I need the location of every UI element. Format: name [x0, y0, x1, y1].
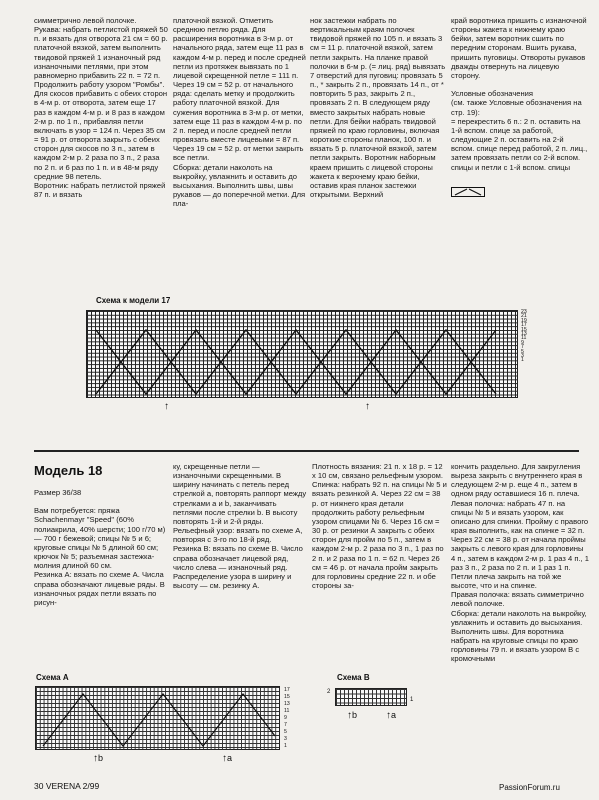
- column-2-top-text: платочной вязкой. Отметить среднюю петлю ряда. Для расширения воротника в 3-м р. от начального ряда, затем еще 11 раз в каждом 4-м р. перед и после средней петли из протяжек вывязать по 1 лицевой скрещенной петле = 111 п. Через 19 см = 52 р. от начального ряда: сделать метку и продолжить работу платочной вязкой. Для сужения воротника в 3-м р. от метки, затем еще 11 раз в каждом 4-м р. по 2 п. перед и после средней петли провязать вместе лицевыми = 87 п. Через 19 см = 52 р. от метки закрыть все петли. Сборка: детали наколоть на выкройку, увлажнить и оставить до высыхания. Выполнить швы, швы рукавов — до поперечной метки. Для пла-: [173, 16, 306, 209]
- chart-a-arrow-b-icon: ↑b: [93, 753, 104, 764]
- model-18-title: Модель 18: [34, 463, 103, 478]
- chart-a-arrow-a-icon: ↑a: [222, 753, 233, 764]
- chart-b-left-number: 2: [327, 689, 331, 695]
- chart-17-label: Схема к модели 17: [96, 296, 171, 305]
- chart-b-arrow-a-icon: ↑a: [386, 710, 397, 721]
- section-divider: [34, 450, 579, 452]
- column-4-top-text: край воротника пришить с изнаночной стороны жакета к нижнему краю бейки, затем воротник сшить по передним сторонам. Вшить рукава, пришить пуговицы. Отвороты рукавов дважды отвернуть на лицевую сторону. Условные обозначения (см. также Условные обозначения на стр. 19): = перекрестить 6 п.: 2 п. оставить на 1-й вспом. спице за работой, следующие 2 п. оставить на 2-й вспом. спице перед работой, 2 п. лиц., затем провязать петли со 2-й вспом. спицы и петли с 1-й вспом. спицы: [451, 16, 588, 172]
- column-1-top-text: симметрично левой полочке. Рукава: набрать петлистой пряжей 50 п. и вязать для отворота 21 см = 60 р. платочной вязкой, затем выполнить твидовой пряжей 1 изнаночный ряд изнаночными петлями, при этом равномерно прибавить 22 п. = 72 п. Продолжить работу узором "Ромбы". Для скосов прибавить с обеих сторон в 4-м р. от отворота, затем еще 17 раз в каждом 4-м р. и 8 раз в каждом 2-м р. по 1 п., прибавляя петли включать в узор = 124 п. Через 35 см = 91 р. от отворота закрыть с обеих сторон для скосов по 3 п., затем в каждом 2-м р. 2 раза по 3 п., 2 раза по 2 п. и 6 раз по 1 п. и в 48-м ряду средние 98 петель. Воротник: набрать петлистой пряжей 87 п. и вязать: [34, 16, 168, 199]
- watermark-text: PassionForum.ru: [499, 783, 560, 792]
- page-footer-issue: 30 VERENA 2/99: [34, 781, 100, 791]
- column-3-top-text: нок застежки набрать по вертикальным краям полочек твидовой пряжей по 105 п. и вязать 3 см = 11 р. платочной вязкой, затем петли закрыть. На планке правой полочки в 6-м р. (= лиц. ряд) вывязать 7 отверстий для пуговиц: провязать 5 п., * закрыть 2 п., провязать 14 п., от * повторить 5 раз, закрыть 2 п., провязать 2 п. В следующем ряду вместо закрытых набрать новые петли. Для бейки набрать твидовой пряжей по краю горловины, включая короткие стороны планок, 100 п. и вязать 5 р. платочной вязкой, затем петли закрыть. Воротник наборным краем пришить с лицевой стороны жакета к верхнему краю бейки, оставив края планок застежки открытыми. Верхний: [310, 16, 448, 199]
- chart-17-symbols: [86, 310, 518, 398]
- legend-crossing-symbol-icon: [451, 187, 485, 197]
- chart-17-row-numbers: 23 21 19 17 15 13 11 9 7 5 3 1: [521, 309, 527, 364]
- chart-a-symbols: [35, 686, 280, 750]
- chart-17-arrow-left-icon: ↑: [164, 401, 169, 412]
- column-2-bottom-text: ку, скрещенные петли — изнаночными скрещенными. В ширину начинать с петель перед стрелкой а, повторять раппорт между стрелками а и b, заканчивать петлями после стрелки b. В высоту повторять 1-й и 2-й ряды. Рельефный узор: вязать по схеме А, повторяя с 3-го по 18-й ряд. Резинка В: вязать по схеме В. Число справа обозначает лицевой ряд, число слева — изнаночный ряд. Распределение узора в ширину и высоту — см. резинку А.: [173, 462, 307, 591]
- chart-b-grid: [335, 688, 407, 706]
- column-3-bottom-text: Плотность вязания: 21 п. х 18 р. = 12 х 10 см, связано рельефным узором. Спинка: набрать 92 п. на спицы № 5 и вязать резинкой А. Через 22 см = 38 р. от нижнего края детали продолжить работу рельефным узором спицами № 6. Через 16 см = 30 р. от резинки А закрыть с обеих сторон для пройм по 5 п., затем в каждом 2-м р. 2 раза по 3 п., 1 раз по 2 п. и 2 раза по 1 п. = 62 п. Через 26 см = 46 р. от начала пройм закрыть для горловины средние 22 п. и обе стороны за-: [312, 462, 447, 591]
- column-4-bottom-text: кончить раздельно. Для закругления выреза закрыть с внутреннего края в следующем 2-м р. еще 4 п., затем в одном ряду оставшиеся 16 п. плеча. Левая полочка: набрать 47 п. на спицы № 5 и вязать узором, как описано для спинки. Пройму с правого края выполнить, как на спинке = 32 п. Через 22 см = 38 р. от начала проймы закрыть с левого края для горловины 4 п., затем в каждом 2-м р. 1 раз 4 п., 1 раз 3 п., 2 раза по 2 п. и 1 раз 1 п. Петли плеча закрыть на той же высоте, что и на спинке. Правая полочка: вязать симметрично левой полочке. Сборка: детали наколоть на выкройку, увлажнить и оставить до высыхания. Выполнить швы. Для воротника набрать на круговые спицы по краю горловины 79 п. и вязать узором В с кромочными: [451, 462, 589, 664]
- chart-a-row-numbers: 17 15 13 11 9 7 5 3 1: [284, 687, 290, 749]
- chart-17-arrow-right-icon: ↑: [365, 401, 370, 412]
- chart-b-arrow-b-icon: ↑b: [347, 710, 358, 721]
- column-1-bottom-text: Размер 36/38 Вам потребуется: пряжа Schachenmayr "Speed" (60% полиакрила, 40% шерсти; 100 г/70 м) — 700 г бежевой; спицы № 5 и 6; круговые спицы № 5 длиной 60 см; крючок № 5; разъемная застежка-молния длиной 60 см. Резинка А: вязать по схеме А. Числа справа обозначают лицевые ряды. В изнаночных рядах петли вязать по рисун-: [34, 488, 166, 607]
- chart-a-label: Схема А: [36, 673, 69, 682]
- chart-b-label: Схема В: [337, 673, 370, 682]
- chart-b-right-number: 1: [410, 697, 414, 703]
